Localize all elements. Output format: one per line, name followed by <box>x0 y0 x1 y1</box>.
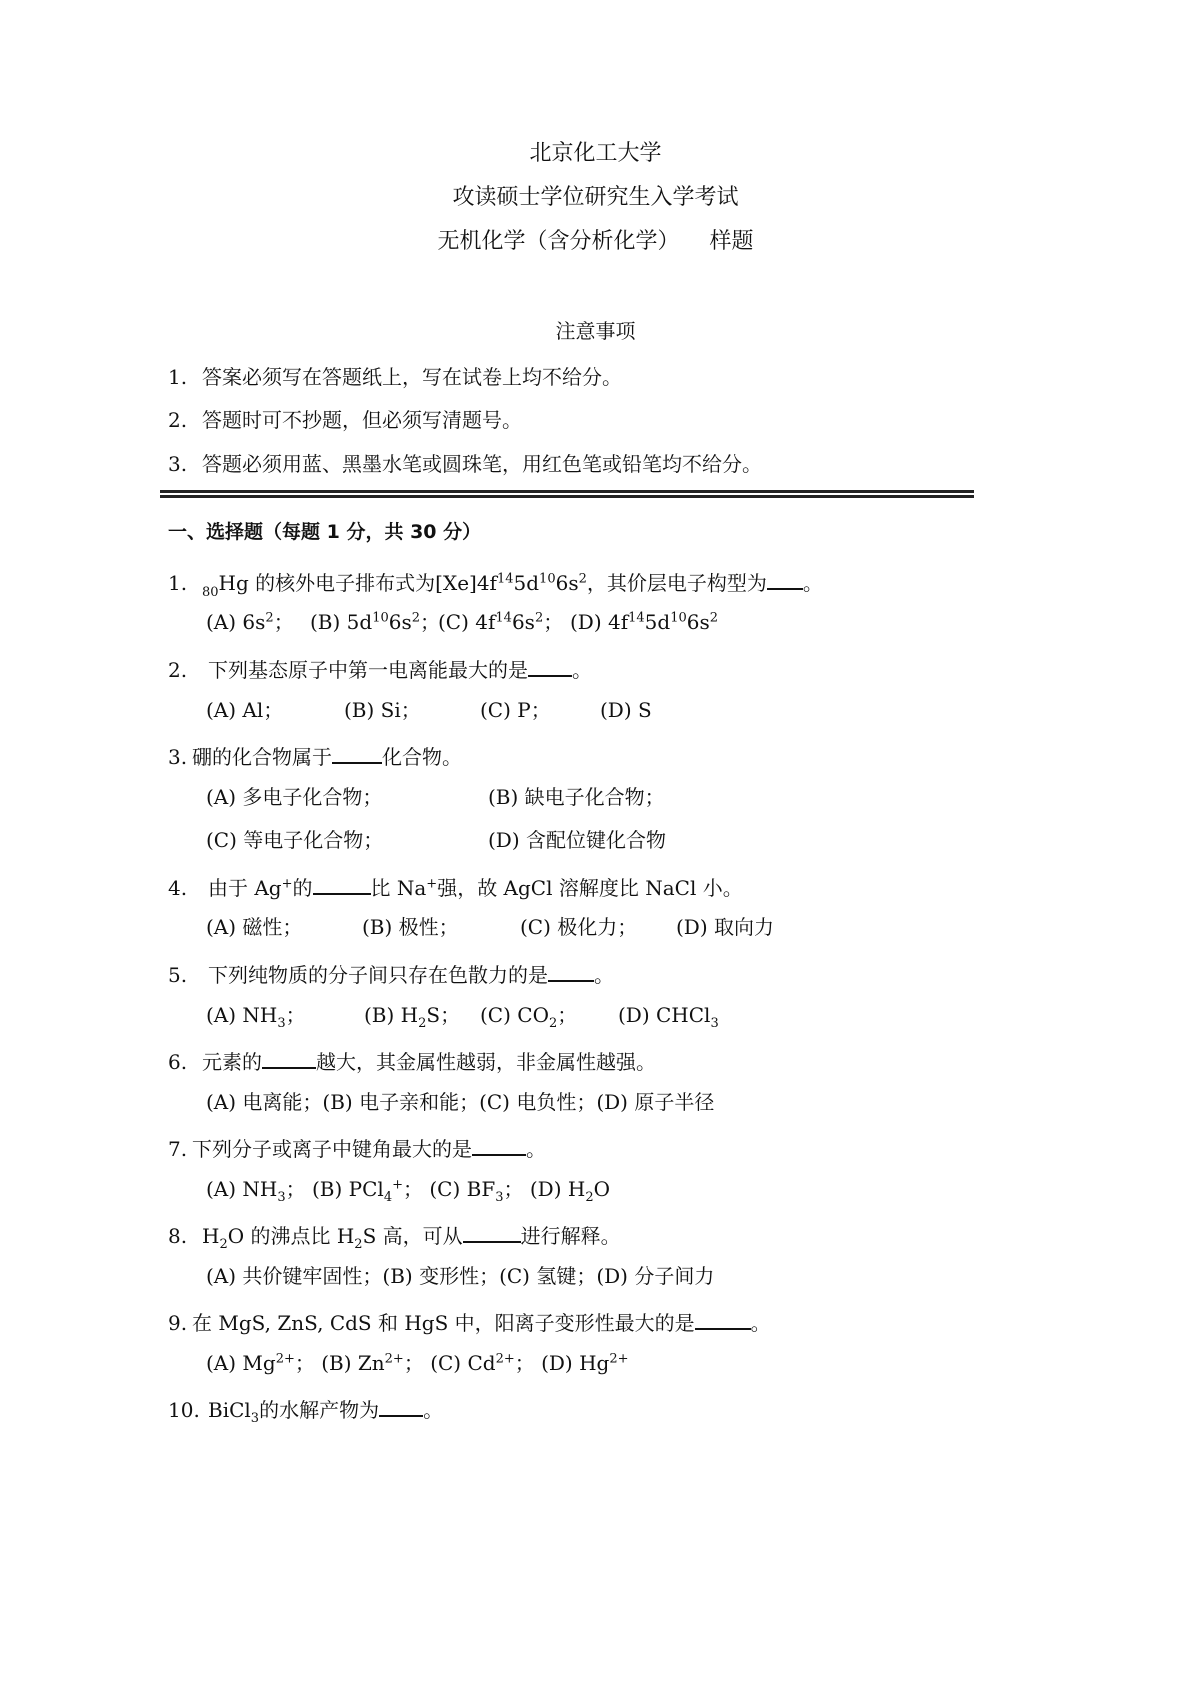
options-8: (A) 共价键牢固性；(B) 变形性；(C) 氢键；(D) 分子间力 <box>206 1264 715 1288</box>
option-d: (D) $4f^{14}5d^{10}6s^2$ <box>570 610 719 634</box>
section-title: 一、选择题（每题 1 分，共 30 分） <box>168 521 482 543</box>
subject-name: 无机化学（含分析化学） <box>437 229 680 254</box>
exam-title: 攻读硕士学位研究生入学考试 <box>452 185 739 210</box>
option-a: (A) Al； <box>206 698 284 722</box>
answer-blank <box>472 1132 526 1156</box>
option-b: (B) PCl$_4$+； <box>312 1177 424 1205</box>
options-3 <box>206 784 665 810</box>
options-3b <box>206 827 666 853</box>
question-3: 3. 硼的化合物属于 化合物。 <box>168 740 462 766</box>
option-b: (B) $Zn^{2+}$； <box>321 1351 424 1375</box>
option-c: (C) $CO_2$； <box>480 1003 578 1031</box>
options-2 <box>206 697 652 723</box>
option-d: (D) CHCl$_3$ <box>618 1003 719 1031</box>
answer-blank <box>313 871 371 895</box>
options-6: (A) 电离能；(B) 电子亲和能；(C) 电负性；(D) 原子半径 <box>206 1090 715 1114</box>
notice-text: 答题时可不抄题，但必须写清题号。 <box>202 408 522 432</box>
subject-title <box>0 228 1191 256</box>
option-a: (A) $6s^2$； <box>206 610 294 634</box>
question-7: 7. 下列分子或离子中键角最大的是 。 <box>168 1132 546 1158</box>
options-5 <box>206 1002 719 1031</box>
answer-blank <box>463 1219 521 1243</box>
option-b: (B) $5d^{10}6s^2$； <box>310 610 441 634</box>
question-9: 9. 在 MgS, ZnS, CdS 和 HgS 中，阳离子变形性最大的是 。 <box>168 1306 771 1332</box>
section-divider <box>160 490 974 498</box>
options-4 <box>206 914 774 940</box>
notice-text: 答案必须写在答题纸上，写在试卷上均不给分。 <box>202 365 622 389</box>
answer-blank <box>379 1393 423 1417</box>
option-c: (C) 极化力； <box>520 915 638 939</box>
option-b: (B) 极性； <box>362 915 459 939</box>
question-10: 10. BiCl$_3$的水解产物为 。 <box>168 1393 443 1419</box>
university-title: 北京化工大学 <box>529 141 662 166</box>
question-2: 2. 下列基态原子中第一电离能最大的是 。 <box>168 653 592 679</box>
answer-blank <box>528 653 572 677</box>
option-d: (D) 取向力 <box>676 915 774 939</box>
option-d: (D) $H_2O$ <box>529 1177 610 1205</box>
question-6: 6. 元素的 越大，其金属性越弱，非金属性越强。 <box>168 1045 656 1071</box>
option-a: (A) $Mg^{2+}$； <box>206 1351 315 1375</box>
options-1 <box>206 609 719 635</box>
option-d: (D) $Hg^{2+}$ <box>541 1351 629 1375</box>
sample-label: 样题 <box>709 229 754 254</box>
question-8: 8. $H_2O$ 的沸点比 $H_2S$ 高，可从 进行解释。 <box>168 1219 621 1245</box>
option-b: (B) 缺电子化合物； <box>488 785 665 809</box>
answer-blank <box>548 958 594 982</box>
notice-item <box>168 364 622 390</box>
notice-title: 注意事项 <box>555 319 636 343</box>
option-c: (C) P； <box>480 698 551 722</box>
answer-blank <box>332 740 382 764</box>
option-c: (C) 等电子化合物； <box>206 828 384 852</box>
option-c: (C) $4f^{14}6s^2$； <box>438 610 564 634</box>
answer-blank <box>262 1045 316 1069</box>
options-9 <box>206 1350 629 1376</box>
notice-num: 2. <box>168 408 188 432</box>
notice-num: 3. <box>168 452 188 476</box>
notice-item <box>168 451 762 477</box>
options-7 <box>206 1176 610 1205</box>
option-b: (B) Si； <box>344 698 421 722</box>
question-5: 5. 下列纯物质的分子间只存在色散力的是 。 <box>168 958 614 984</box>
option-b: (B) $H_2S$； <box>364 1003 461 1031</box>
option-d: (D) 含配位键化合物 <box>488 828 666 852</box>
option-d: (D) S <box>600 698 652 722</box>
answer-blank <box>695 1306 751 1330</box>
option-a: (A) 磁性； <box>206 915 303 939</box>
question-4: 4. 由于 Ag+的 比 Na+强，故 AgCl 溶解度比 NaCl 小。 <box>168 871 743 897</box>
notice-num: 1. <box>168 365 188 389</box>
option-c: (C) $BF_3$； <box>429 1177 524 1205</box>
notice-text: 答题必须用蓝、黑墨水笔或圆珠笔，用红色笔或铅笔均不给分。 <box>202 452 762 476</box>
option-c: (C) $Cd^{2+}$； <box>430 1351 535 1375</box>
option-a: (A) $NH_3$； <box>206 1003 306 1031</box>
answer-blank <box>767 566 803 590</box>
question-1: 1. $_{80}$Hg 的核外电子排布式为$[Xe]4f^{14}5d^{10}6s^2$，其价层电子构型为 。 <box>168 566 823 592</box>
option-a: (A) $NH_3$； <box>206 1177 306 1205</box>
option-a: (A) 多电子化合物； <box>206 785 383 809</box>
notice-item <box>168 407 522 433</box>
